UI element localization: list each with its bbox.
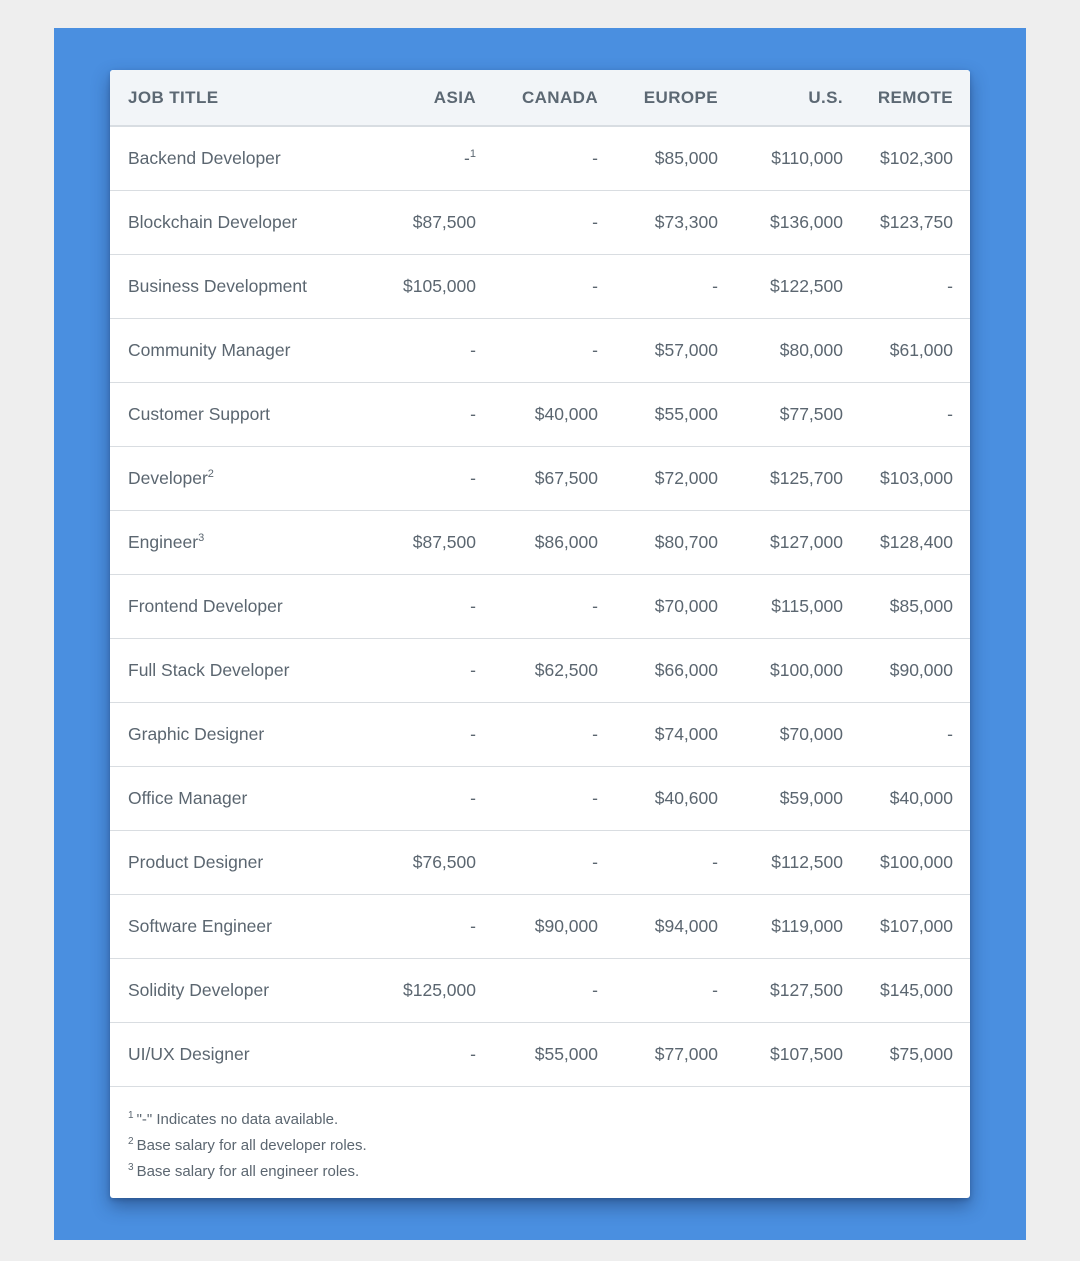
cell-job-title-value: Blockchain Developer <box>128 212 298 232</box>
cell-remote-value: $103,000 <box>880 468 953 488</box>
table-row <box>110 703 970 767</box>
cell-job-title <box>110 703 358 767</box>
footnote-reference: 2 <box>207 468 214 480</box>
cell-job-title-value: Backend Developer <box>128 148 281 168</box>
cell-remote-value: - <box>947 724 953 744</box>
cell-canada-value: - <box>592 212 598 232</box>
footnote-mark: 3 <box>128 1162 134 1173</box>
cell-canada-value: - <box>592 340 598 360</box>
cell-remote <box>843 703 970 767</box>
cell-asia <box>358 703 476 767</box>
cell-us-value: $100,000 <box>770 660 843 680</box>
cell-us-value: $80,000 <box>779 340 843 360</box>
cell-us <box>718 447 843 511</box>
cell-remote-value: $90,000 <box>889 660 953 680</box>
cell-europe <box>598 319 718 383</box>
cell-asia <box>358 639 476 703</box>
header-us: U.S. <box>718 70 843 126</box>
cell-europe-value: $70,000 <box>654 596 718 616</box>
cell-asia-value: $105,000 <box>403 276 476 296</box>
cell-remote <box>843 767 970 831</box>
cell-remote <box>843 895 970 959</box>
header-asia: ASIA <box>358 70 476 126</box>
cell-canada-value: $40,000 <box>534 404 598 424</box>
table-row <box>110 319 970 383</box>
cell-job-title <box>110 447 358 511</box>
cell-europe-value: $74,000 <box>654 724 718 744</box>
cell-canada-value: $62,500 <box>534 660 598 680</box>
cell-job-title-value: Frontend Developer <box>128 596 283 616</box>
cell-europe-value: - <box>712 980 718 1000</box>
cell-remote-value: - <box>947 404 953 424</box>
cell-europe <box>598 447 718 511</box>
cell-job-title-value: Product Designer <box>128 852 264 872</box>
cell-asia-value: - <box>470 916 476 936</box>
cell-job-title <box>110 767 358 831</box>
cell-job-title <box>110 575 358 639</box>
cell-canada <box>476 767 598 831</box>
cell-us <box>718 639 843 703</box>
cell-job-title <box>110 639 358 703</box>
cell-asia <box>358 511 476 575</box>
cell-us <box>718 703 843 767</box>
cell-job-title <box>110 126 358 191</box>
cell-remote <box>843 126 970 191</box>
cell-europe <box>598 511 718 575</box>
cell-us <box>718 831 843 895</box>
cell-europe <box>598 639 718 703</box>
cell-us <box>718 1023 843 1087</box>
cell-job-title-value: Community Manager <box>128 340 291 360</box>
cell-asia <box>358 255 476 319</box>
cell-europe <box>598 959 718 1023</box>
footnote-mark: 1 <box>128 1110 134 1121</box>
cell-canada <box>476 511 598 575</box>
cell-remote <box>843 191 970 255</box>
table-body <box>110 126 970 1087</box>
cell-remote-value: $107,000 <box>880 916 953 936</box>
cell-canada <box>476 639 598 703</box>
cell-job-title-value: Engineer <box>128 532 199 552</box>
cell-canada <box>476 831 598 895</box>
cell-canada-value: - <box>592 724 598 744</box>
cell-us <box>718 895 843 959</box>
cell-remote-value: $100,000 <box>880 852 953 872</box>
footnote-reference: 1 <box>469 148 476 160</box>
cell-job-title-value: Graphic Designer <box>128 724 265 744</box>
cell-remote <box>843 639 970 703</box>
footnotes <box>110 1087 970 1185</box>
cell-asia <box>358 126 476 191</box>
cell-asia-value: $125,000 <box>403 980 476 1000</box>
cell-job-title-value: Software Engineer <box>128 916 272 936</box>
cell-asia-value: - <box>470 660 476 680</box>
cell-remote <box>843 511 970 575</box>
cell-remote <box>843 575 970 639</box>
cell-europe-value: $55,000 <box>654 404 718 424</box>
cell-europe-value: $85,000 <box>654 148 718 168</box>
cell-remote <box>843 831 970 895</box>
cell-remote <box>843 1023 970 1087</box>
cell-europe <box>598 383 718 447</box>
cell-remote-value: $85,000 <box>889 596 953 616</box>
cell-remote <box>843 255 970 319</box>
cell-europe-value: $94,000 <box>654 916 718 936</box>
cell-europe <box>598 191 718 255</box>
cell-europe <box>598 255 718 319</box>
cell-job-title <box>110 383 358 447</box>
cell-europe <box>598 1023 718 1087</box>
cell-us <box>718 511 843 575</box>
cell-job-title-value: Developer <box>128 468 208 488</box>
cell-job-title <box>110 511 358 575</box>
cell-canada <box>476 191 598 255</box>
footnote <box>128 1159 970 1185</box>
cell-us-value: $112,500 <box>771 852 843 872</box>
cell-asia <box>358 1023 476 1087</box>
cell-europe-value: $72,000 <box>654 468 718 488</box>
footnote-text: Base salary for all developer roles. <box>136 1137 367 1154</box>
table-row <box>110 511 970 575</box>
footnote-text: "-" Indicates no data available. <box>136 1111 339 1128</box>
cell-europe-value: $57,000 <box>654 340 718 360</box>
cell-asia <box>358 319 476 383</box>
cell-us <box>718 319 843 383</box>
cell-job-title <box>110 1023 358 1087</box>
cell-job-title <box>110 319 358 383</box>
cell-asia-value: $87,500 <box>412 532 476 552</box>
cell-us <box>718 191 843 255</box>
cell-us <box>718 126 843 191</box>
cell-europe <box>598 703 718 767</box>
table-row <box>110 1023 970 1087</box>
cell-canada <box>476 319 598 383</box>
cell-job-title-value: Office Manager <box>128 788 248 808</box>
cell-canada-value: - <box>592 788 598 808</box>
cell-us-value: $127,500 <box>770 980 843 1000</box>
cell-us-value: $122,500 <box>770 276 843 296</box>
cell-us <box>718 575 843 639</box>
cell-job-title <box>110 191 358 255</box>
cell-asia-value: - <box>464 148 470 168</box>
cell-us-value: $127,000 <box>770 532 843 552</box>
cell-remote <box>843 383 970 447</box>
cell-canada-value: - <box>592 276 598 296</box>
table-row <box>110 447 970 511</box>
cell-canada-value: - <box>592 980 598 1000</box>
header-remote: REMOTE <box>843 70 970 126</box>
cell-europe-value: $66,000 <box>654 660 718 680</box>
header-canada: CANADA <box>476 70 598 126</box>
cell-asia-value: $87,500 <box>412 212 476 232</box>
cell-asia-value: - <box>470 468 476 488</box>
cell-remote <box>843 319 970 383</box>
cell-us-value: $77,500 <box>779 404 843 424</box>
cell-canada <box>476 959 598 1023</box>
table-row <box>110 895 970 959</box>
cell-job-title <box>110 895 358 959</box>
cell-us-value: $136,000 <box>770 212 843 232</box>
cell-us-value: $59,000 <box>779 788 843 808</box>
footnote-reference: 3 <box>198 532 205 544</box>
table-row <box>110 383 970 447</box>
cell-asia-value: - <box>470 1044 476 1064</box>
header-europe: EUROPE <box>598 70 718 126</box>
cell-job-title <box>110 831 358 895</box>
cell-canada-value: - <box>592 852 598 872</box>
cell-asia-value: - <box>470 340 476 360</box>
cell-canada <box>476 1023 598 1087</box>
cell-remote-value: $61,000 <box>889 340 953 360</box>
cell-canada <box>476 126 598 191</box>
cell-asia <box>358 191 476 255</box>
header-row <box>110 70 970 126</box>
cell-remote <box>843 447 970 511</box>
cell-us-value: $115,000 <box>771 596 843 616</box>
cell-us-value: $125,700 <box>770 468 843 488</box>
table-row <box>110 767 970 831</box>
cell-europe <box>598 575 718 639</box>
cell-remote-value: $128,400 <box>880 532 953 552</box>
footnote <box>128 1133 970 1159</box>
cell-asia <box>358 959 476 1023</box>
blue-background-panel <box>54 28 1026 1240</box>
header-job-title: JOB TITLE <box>110 70 358 126</box>
cell-remote-value: $40,000 <box>889 788 953 808</box>
cell-job-title-value: UI/UX Designer <box>128 1044 250 1064</box>
cell-remote-value: $102,300 <box>880 148 953 168</box>
cell-canada-value: - <box>592 148 598 168</box>
footnote-mark: 2 <box>128 1136 134 1147</box>
cell-us <box>718 383 843 447</box>
cell-canada-value: $86,000 <box>534 532 598 552</box>
table-row <box>110 831 970 895</box>
cell-job-title-value: Business Development <box>128 276 307 296</box>
cell-remote-value: $145,000 <box>880 980 953 1000</box>
cell-us-value: $110,000 <box>771 148 843 168</box>
cell-us <box>718 959 843 1023</box>
cell-europe-value: - <box>712 276 718 296</box>
cell-canada-value: $55,000 <box>534 1044 598 1064</box>
cell-europe <box>598 126 718 191</box>
cell-canada <box>476 447 598 511</box>
cell-canada <box>476 255 598 319</box>
salary-table-card <box>110 70 970 1198</box>
cell-asia-value: - <box>470 404 476 424</box>
cell-asia <box>358 767 476 831</box>
cell-europe <box>598 895 718 959</box>
cell-europe <box>598 831 718 895</box>
table-header <box>110 70 970 126</box>
cell-us <box>718 255 843 319</box>
cell-canada <box>476 895 598 959</box>
cell-us-value: $119,000 <box>771 916 843 936</box>
cell-europe-value: $77,000 <box>654 1044 718 1064</box>
table-row <box>110 255 970 319</box>
cell-remote-value: - <box>947 276 953 296</box>
cell-job-title-value: Customer Support <box>128 404 271 424</box>
cell-asia-value: - <box>470 596 476 616</box>
cell-remote <box>843 959 970 1023</box>
cell-asia <box>358 895 476 959</box>
cell-us-value: $70,000 <box>779 724 843 744</box>
cell-canada-value: $67,500 <box>534 468 598 488</box>
cell-job-title <box>110 255 358 319</box>
cell-europe-value: $73,300 <box>654 212 718 232</box>
cell-europe-value: $40,600 <box>654 788 718 808</box>
table-row <box>110 959 970 1023</box>
cell-europe-value: $80,700 <box>654 532 718 552</box>
cell-europe-value: - <box>712 852 718 872</box>
salary-table <box>110 70 970 1087</box>
cell-asia <box>358 831 476 895</box>
cell-remote-value: $75,000 <box>889 1044 953 1064</box>
table-row <box>110 126 970 191</box>
cell-asia-value: - <box>470 788 476 808</box>
footnote-text: Base salary for all engineer roles. <box>136 1163 360 1180</box>
cell-canada <box>476 575 598 639</box>
cell-europe <box>598 767 718 831</box>
cell-canada-value: - <box>592 596 598 616</box>
cell-asia <box>358 447 476 511</box>
table-row <box>110 575 970 639</box>
cell-asia <box>358 575 476 639</box>
cell-canada <box>476 703 598 767</box>
table-row <box>110 191 970 255</box>
cell-asia <box>358 383 476 447</box>
cell-canada-value: $90,000 <box>534 916 598 936</box>
cell-asia-value: - <box>470 724 476 744</box>
cell-us <box>718 767 843 831</box>
cell-remote-value: $123,750 <box>880 212 953 232</box>
footnote <box>128 1107 970 1133</box>
cell-us-value: $107,500 <box>770 1044 843 1064</box>
cell-job-title-value: Solidity Developer <box>128 980 270 1000</box>
cell-job-title-value: Full Stack Developer <box>128 660 290 680</box>
cell-canada <box>476 383 598 447</box>
cell-job-title <box>110 959 358 1023</box>
table-row <box>110 639 970 703</box>
cell-asia-value: $76,500 <box>412 852 476 872</box>
